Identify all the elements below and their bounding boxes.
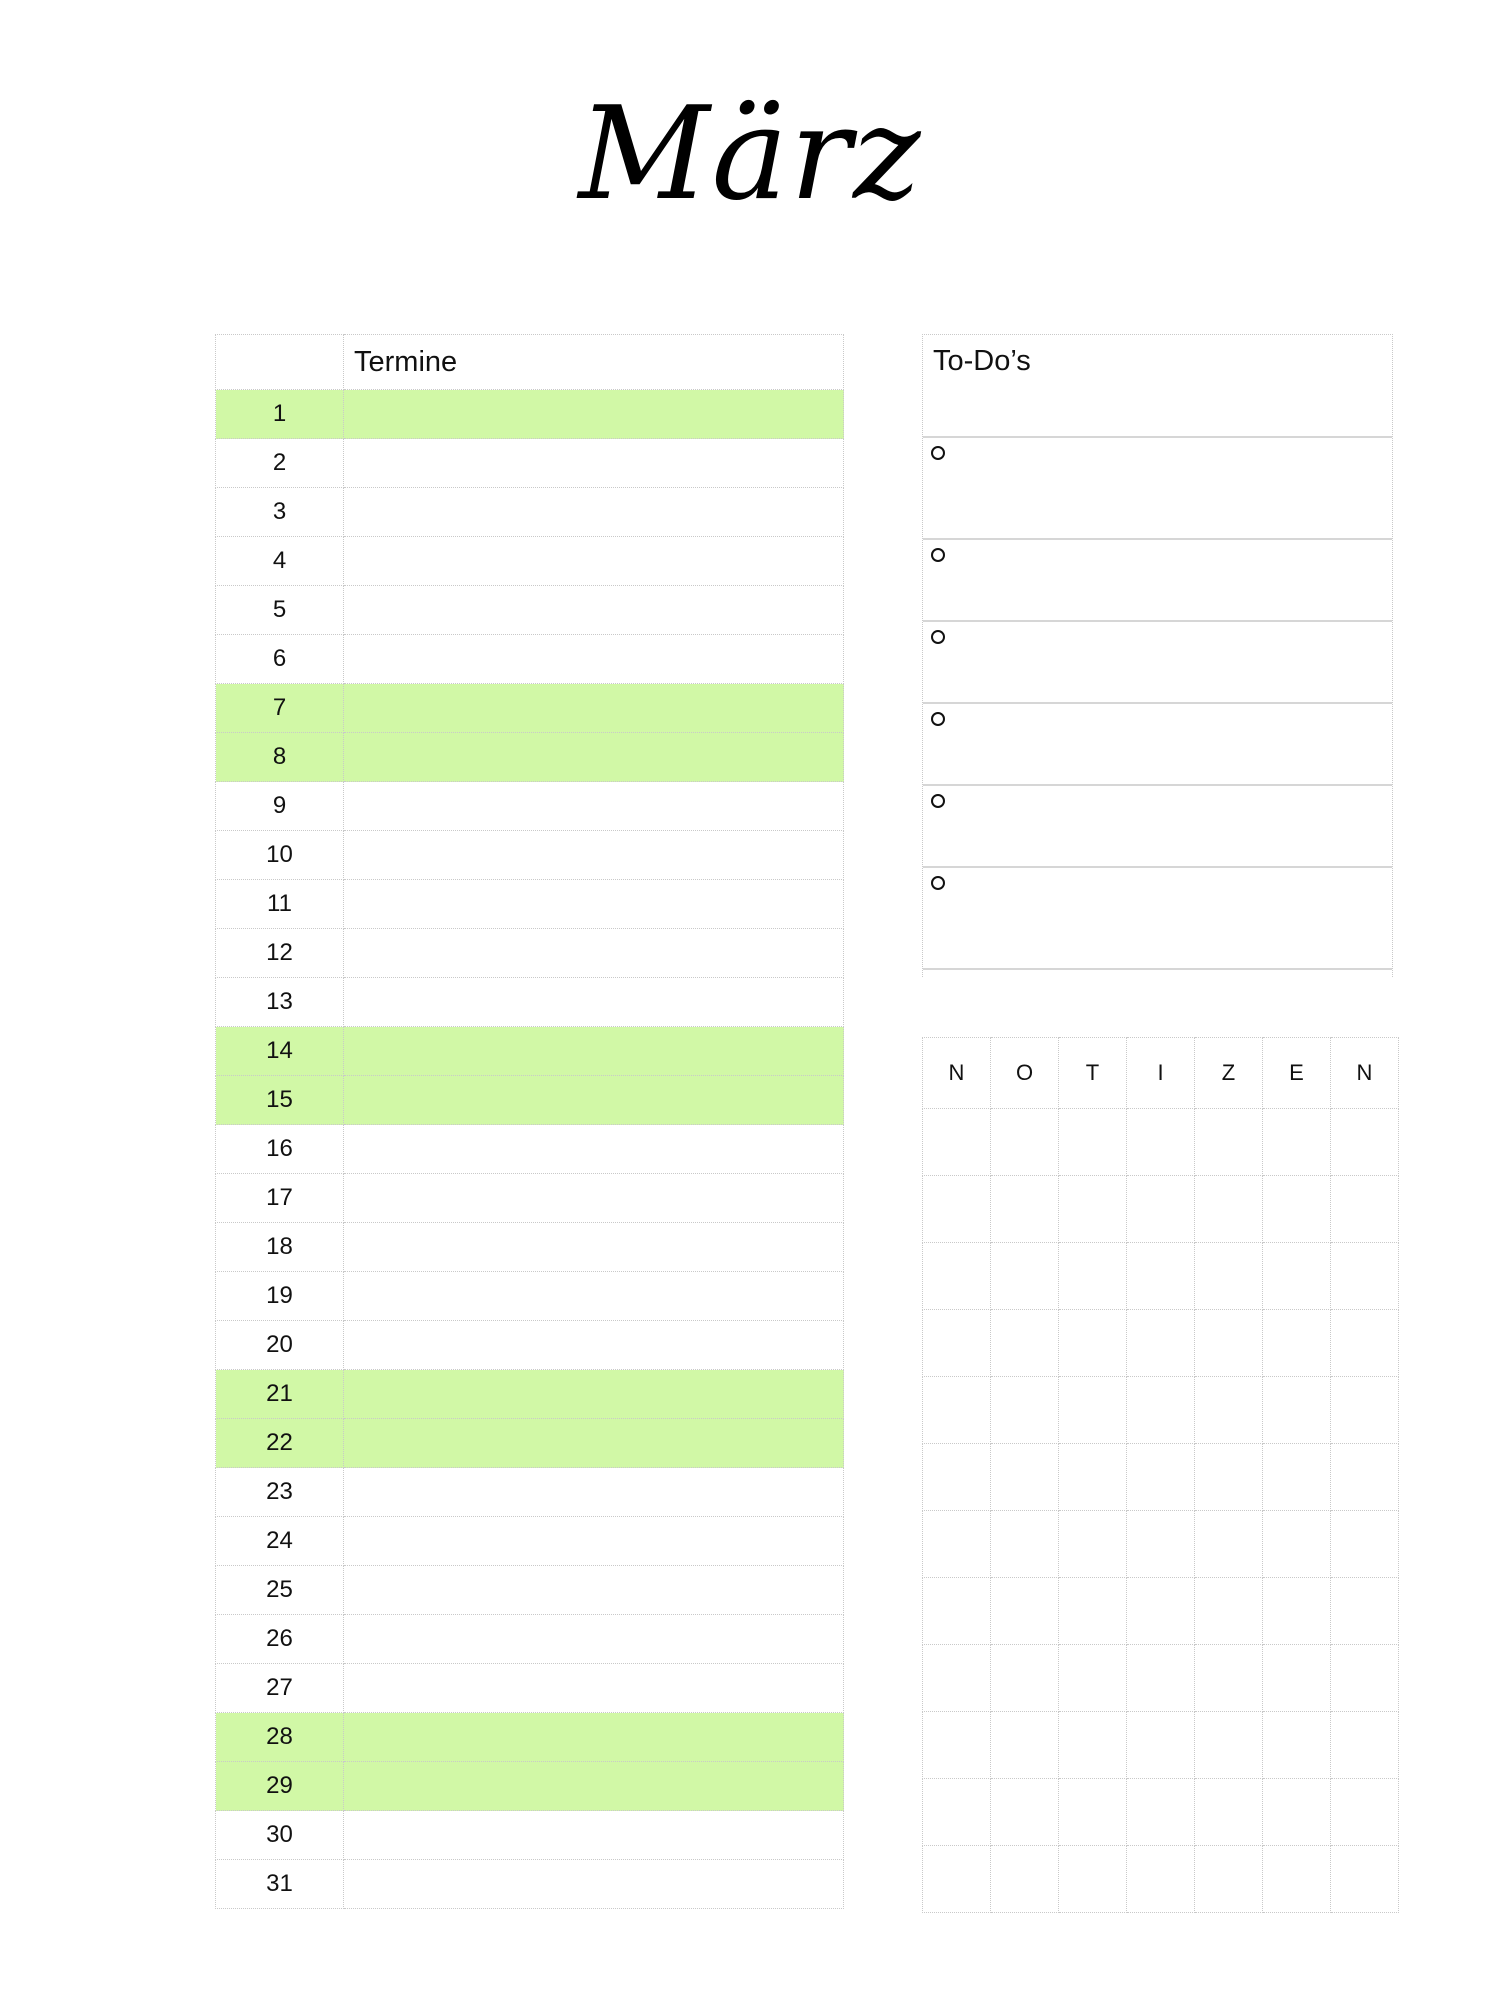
- event-cell[interactable]: [344, 880, 844, 929]
- event-cell[interactable]: [344, 586, 844, 635]
- notes-cell[interactable]: [991, 1310, 1059, 1377]
- calendar-row: [216, 1027, 844, 1076]
- event-cell[interactable]: [344, 1811, 844, 1860]
- notes-grid-row: [923, 1511, 1399, 1578]
- todo-item[interactable]: [923, 868, 1392, 970]
- day-number: 18: [216, 1223, 344, 1272]
- notes-cell[interactable]: [1331, 1243, 1399, 1310]
- notes-cell[interactable]: [1195, 1109, 1263, 1176]
- notes-cell[interactable]: [1127, 1243, 1195, 1310]
- notes-grid-row: [923, 1109, 1399, 1176]
- todo-item[interactable]: [923, 704, 1392, 786]
- notes-cell[interactable]: [1195, 1377, 1263, 1444]
- day-number: 15: [216, 1076, 344, 1125]
- day-number: 5: [216, 586, 344, 635]
- notes-cell[interactable]: [1059, 1645, 1127, 1712]
- day-number: 8: [216, 733, 344, 782]
- notes-grid-row: [923, 1310, 1399, 1377]
- event-cell[interactable]: [344, 1027, 844, 1076]
- day-number: 31: [216, 1860, 344, 1909]
- notes-cell[interactable]: [1127, 1444, 1195, 1511]
- event-cell[interactable]: [344, 733, 844, 782]
- notes-cell[interactable]: [1195, 1176, 1263, 1243]
- day-number: 24: [216, 1517, 344, 1566]
- notes-cell[interactable]: [923, 1310, 991, 1377]
- calendar-row: [216, 439, 844, 488]
- notes-header-row: [923, 1038, 1399, 1109]
- calendar-row: [216, 1174, 844, 1223]
- calendar-row: [216, 1615, 844, 1664]
- notes-cell[interactable]: [1059, 1176, 1127, 1243]
- event-cell[interactable]: [344, 978, 844, 1027]
- notes-cell[interactable]: [1331, 1846, 1399, 1913]
- circle-bullet-icon[interactable]: [931, 630, 945, 644]
- event-cell[interactable]: [344, 1566, 844, 1615]
- calendar-row: [216, 684, 844, 733]
- notes-cell[interactable]: [1331, 1578, 1399, 1645]
- notes-cell[interactable]: [1059, 1377, 1127, 1444]
- notes-grid-row: [923, 1846, 1399, 1913]
- event-cell[interactable]: [344, 1272, 844, 1321]
- notes-cell[interactable]: [1331, 1310, 1399, 1377]
- event-cell[interactable]: [344, 1125, 844, 1174]
- notes-letter: E: [1263, 1038, 1331, 1109]
- event-cell[interactable]: [344, 1321, 844, 1370]
- notes-cell[interactable]: [1127, 1779, 1195, 1846]
- notes-cell[interactable]: [1059, 1712, 1127, 1779]
- day-number: 17: [216, 1174, 344, 1223]
- notes-cell[interactable]: [991, 1645, 1059, 1712]
- notes-cell[interactable]: [923, 1846, 991, 1913]
- calendar-row: [216, 1468, 844, 1517]
- todo-panel: [922, 334, 1393, 977]
- notes-cell[interactable]: [1059, 1779, 1127, 1846]
- notes-cell[interactable]: [1331, 1712, 1399, 1779]
- calendar-row: [216, 1664, 844, 1713]
- notes-cell[interactable]: [1263, 1578, 1331, 1645]
- notes-letter: O: [991, 1038, 1059, 1109]
- notes-grid-row: [923, 1779, 1399, 1846]
- calendar-row: [216, 1713, 844, 1762]
- calendar-row: [216, 733, 844, 782]
- event-cell[interactable]: [344, 488, 844, 537]
- event-cell[interactable]: [344, 1713, 844, 1762]
- calendar-row: [216, 880, 844, 929]
- event-cell[interactable]: [344, 1762, 844, 1811]
- notes-cell[interactable]: [1127, 1511, 1195, 1578]
- calendar-header-label: Termine: [344, 335, 844, 390]
- day-number: 6: [216, 635, 344, 684]
- notes-cell[interactable]: [923, 1109, 991, 1176]
- notes-cell[interactable]: [1263, 1779, 1331, 1846]
- notes-letter: N: [1331, 1038, 1399, 1109]
- day-number: 1: [216, 390, 344, 439]
- calendar-row: [216, 1419, 844, 1468]
- notes-cell[interactable]: [1127, 1846, 1195, 1913]
- day-number: 29: [216, 1762, 344, 1811]
- day-number: 13: [216, 978, 344, 1027]
- day-number: 20: [216, 1321, 344, 1370]
- calendar-header-day: [216, 335, 344, 390]
- calendar-row: [216, 1517, 844, 1566]
- event-cell[interactable]: [344, 1860, 844, 1909]
- event-cell[interactable]: [344, 1419, 844, 1468]
- notes-cell[interactable]: [1331, 1511, 1399, 1578]
- notes-cell[interactable]: [1195, 1511, 1263, 1578]
- notes-cell[interactable]: [923, 1511, 991, 1578]
- notes-cell[interactable]: [923, 1645, 991, 1712]
- calendar-row: [216, 929, 844, 978]
- day-number: 25: [216, 1566, 344, 1615]
- day-number: 3: [216, 488, 344, 537]
- notes-cell[interactable]: [1263, 1846, 1331, 1913]
- day-number: 30: [216, 1811, 344, 1860]
- notes-cell[interactable]: [1263, 1712, 1331, 1779]
- event-cell[interactable]: [344, 831, 844, 880]
- notes-grid: [922, 1037, 1399, 1913]
- notes-cell[interactable]: [1263, 1109, 1331, 1176]
- notes-cell[interactable]: [1127, 1645, 1195, 1712]
- calendar-row: [216, 1811, 844, 1860]
- event-cell[interactable]: [344, 1615, 844, 1664]
- notes-cell[interactable]: [991, 1176, 1059, 1243]
- notes-cell[interactable]: [923, 1377, 991, 1444]
- calendar-row: [216, 1860, 844, 1909]
- event-cell[interactable]: [344, 1174, 844, 1223]
- event-cell[interactable]: [344, 635, 844, 684]
- event-cell[interactable]: [344, 1370, 844, 1419]
- notes-cell[interactable]: [1263, 1310, 1331, 1377]
- notes-cell[interactable]: [923, 1578, 991, 1645]
- event-cell[interactable]: [344, 782, 844, 831]
- notes-cell[interactable]: [1059, 1846, 1127, 1913]
- notes-cell[interactable]: [991, 1846, 1059, 1913]
- notes-cell[interactable]: [1263, 1377, 1331, 1444]
- day-number: 9: [216, 782, 344, 831]
- notes-cell[interactable]: [1195, 1712, 1263, 1779]
- notes-cell[interactable]: [1127, 1578, 1195, 1645]
- notes-cell[interactable]: [1195, 1846, 1263, 1913]
- calendar-row: [216, 978, 844, 1027]
- notes-cell[interactable]: [1059, 1578, 1127, 1645]
- todo-item[interactable]: [923, 786, 1392, 868]
- notes-cell[interactable]: [1059, 1310, 1127, 1377]
- event-cell[interactable]: [344, 390, 844, 439]
- notes-cell[interactable]: [991, 1712, 1059, 1779]
- notes-cell[interactable]: [991, 1109, 1059, 1176]
- notes-letter: I: [1127, 1038, 1195, 1109]
- notes-grid-row: [923, 1377, 1399, 1444]
- notes-grid-row: [923, 1578, 1399, 1645]
- notes-cell[interactable]: [1059, 1444, 1127, 1511]
- calendar-table: [215, 334, 844, 1909]
- notes-cell[interactable]: [1195, 1779, 1263, 1846]
- notes-cell[interactable]: [1331, 1645, 1399, 1712]
- notes-cell[interactable]: [1263, 1511, 1331, 1578]
- day-number: 28: [216, 1713, 344, 1762]
- notes-cell[interactable]: [923, 1712, 991, 1779]
- notes-cell[interactable]: [1263, 1176, 1331, 1243]
- day-number: 27: [216, 1664, 344, 1713]
- event-cell[interactable]: [344, 439, 844, 488]
- event-cell[interactable]: [344, 537, 844, 586]
- calendar-row: [216, 1125, 844, 1174]
- day-number: 26: [216, 1615, 344, 1664]
- notes-cell[interactable]: [1331, 1779, 1399, 1846]
- notes-cell[interactable]: [923, 1176, 991, 1243]
- calendar-row: [216, 782, 844, 831]
- notes-letter: T: [1059, 1038, 1127, 1109]
- circle-bullet-icon[interactable]: [931, 712, 945, 726]
- page-title: März: [578, 80, 923, 229]
- notes-cell[interactable]: [1195, 1444, 1263, 1511]
- notes-cell[interactable]: [991, 1511, 1059, 1578]
- todo-title: To-Do’s: [923, 335, 1392, 438]
- calendar-row: [216, 390, 844, 439]
- calendar-header-row: [216, 335, 844, 390]
- notes-cell[interactable]: [1331, 1176, 1399, 1243]
- calendar-row: [216, 1076, 844, 1125]
- calendar-row: [216, 537, 844, 586]
- day-number: 7: [216, 684, 344, 733]
- calendar-row: [216, 635, 844, 684]
- notes-cell[interactable]: [1195, 1310, 1263, 1377]
- calendar-row: [216, 831, 844, 880]
- notes-cell[interactable]: [1195, 1645, 1263, 1712]
- notes-cell[interactable]: [991, 1444, 1059, 1511]
- event-cell[interactable]: [344, 1468, 844, 1517]
- calendar-row: [216, 1566, 844, 1615]
- circle-bullet-icon[interactable]: [931, 446, 945, 460]
- calendar-row: [216, 1370, 844, 1419]
- day-number: 12: [216, 929, 344, 978]
- notes-grid-row: [923, 1176, 1399, 1243]
- day-number: 21: [216, 1370, 344, 1419]
- notes-letter: Z: [1195, 1038, 1263, 1109]
- notes-cell[interactable]: [1127, 1310, 1195, 1377]
- notes-cell[interactable]: [1331, 1109, 1399, 1176]
- notes-cell[interactable]: [1127, 1377, 1195, 1444]
- notes-grid-row: [923, 1712, 1399, 1779]
- notes-cell[interactable]: [923, 1243, 991, 1310]
- notes-cell[interactable]: [991, 1578, 1059, 1645]
- calendar-row: [216, 488, 844, 537]
- notes-cell[interactable]: [1263, 1444, 1331, 1511]
- calendar-row: [216, 1762, 844, 1811]
- day-number: 4: [216, 537, 344, 586]
- notes-cell[interactable]: [1059, 1109, 1127, 1176]
- notes-cell[interactable]: [991, 1243, 1059, 1310]
- circle-bullet-icon[interactable]: [931, 794, 945, 808]
- todo-item[interactable]: [923, 622, 1392, 704]
- circle-bullet-icon[interactable]: [931, 548, 945, 562]
- calendar-row: [216, 1223, 844, 1272]
- calendar-row: [216, 586, 844, 635]
- day-number: 14: [216, 1027, 344, 1076]
- notes-cell[interactable]: [1263, 1645, 1331, 1712]
- day-number: 10: [216, 831, 344, 880]
- event-cell[interactable]: [344, 1223, 844, 1272]
- calendar-row: [216, 1272, 844, 1321]
- notes-cell[interactable]: [1195, 1243, 1263, 1310]
- notes-cell[interactable]: [1127, 1712, 1195, 1779]
- todo-item[interactable]: [923, 438, 1392, 540]
- circle-bullet-icon[interactable]: [931, 876, 945, 890]
- notes-cell[interactable]: [1331, 1377, 1399, 1444]
- day-number: 23: [216, 1468, 344, 1517]
- notes-grid-row: [923, 1645, 1399, 1712]
- day-number: 22: [216, 1419, 344, 1468]
- notes-cell[interactable]: [1059, 1511, 1127, 1578]
- todo-item[interactable]: [923, 540, 1392, 622]
- event-cell[interactable]: [344, 1517, 844, 1566]
- day-number: 16: [216, 1125, 344, 1174]
- notes-grid-row: [923, 1243, 1399, 1310]
- event-cell[interactable]: [344, 684, 844, 733]
- notes-cell[interactable]: [1195, 1578, 1263, 1645]
- day-number: 11: [216, 880, 344, 929]
- notes-cell[interactable]: [1331, 1444, 1399, 1511]
- notes-cell[interactable]: [991, 1779, 1059, 1846]
- notes-cell[interactable]: [1059, 1243, 1127, 1310]
- event-cell[interactable]: [344, 929, 844, 978]
- notes-letter: N: [923, 1038, 991, 1109]
- event-cell[interactable]: [344, 1664, 844, 1713]
- notes-cell[interactable]: [923, 1779, 991, 1846]
- event-cell[interactable]: [344, 1076, 844, 1125]
- notes-cell[interactable]: [923, 1444, 991, 1511]
- notes-cell[interactable]: [1127, 1176, 1195, 1243]
- notes-grid-row: [923, 1444, 1399, 1511]
- calendar-row: [216, 1321, 844, 1370]
- day-number: 19: [216, 1272, 344, 1321]
- notes-cell[interactable]: [991, 1377, 1059, 1444]
- notes-cell[interactable]: [1263, 1243, 1331, 1310]
- notes-cell[interactable]: [1127, 1109, 1195, 1176]
- day-number: 2: [216, 439, 344, 488]
